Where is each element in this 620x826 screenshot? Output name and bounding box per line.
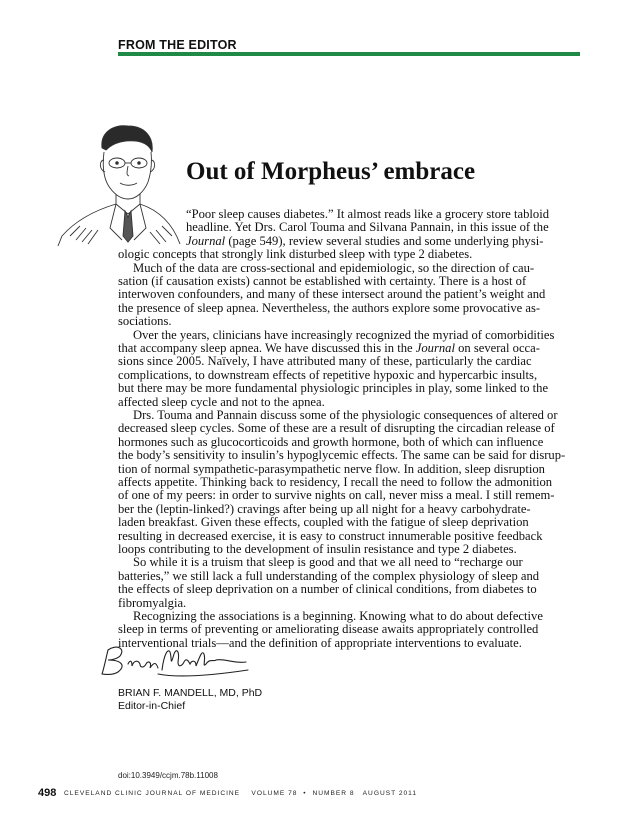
- body-line: interventional trials—and the definition of appropriate interventions to evaluate.: [118, 635, 522, 650]
- editor-signature: [98, 640, 253, 685]
- body-line: ologic concepts that strongly link disturbed sleep with type 2 diabetes.: [118, 247, 473, 262]
- body-line: batteries,” we still lack a full understanding of the complex physiology of sleep and: [118, 568, 540, 583]
- body-line: “Poor sleep causes diabetes.” It almost reads like a grocery store tabloid: [186, 207, 549, 221]
- author-name: BRIAN F. MANDELL, MD, PhD: [118, 687, 263, 699]
- body-line: the effects of sleep deprivation on a number of clinical conditions, from diabetes to: [118, 582, 537, 597]
- body-line: interwoven confounders, and many of these intersect around the patient’s weight and: [118, 287, 546, 302]
- author-role: Editor-in-Chief: [118, 699, 186, 712]
- body-line: tion of normal sympathetic-parasympathetic nerve flow. In addition, sleep disruption: [118, 461, 545, 476]
- footer-number: NUMBER 8: [312, 790, 355, 797]
- body-line: sociations.: [118, 314, 172, 329]
- body-line: of one of my peers: in order to survive nights on call, never miss a meal. I still remem-: [118, 488, 555, 503]
- body-line: the presence of sleep apnea. Nevertheless, the authors explore some provocative as-: [118, 300, 541, 315]
- article-title: Out of Morpheus’ embrace: [186, 158, 476, 185]
- body-line: affects appetite. Thinking back to residency, I recall the need to follow the admonition: [118, 475, 553, 489]
- body-line: Much of the data are cross-sectional and epidemiologic, so the direction of cau-: [133, 260, 535, 275]
- body-line: fibromyalgia.: [118, 595, 187, 610]
- body-line: So while it is a truism that sleep is good and that we all need to “recharge our: [133, 555, 523, 570]
- footer-date: AUGUST 2011: [362, 790, 418, 797]
- running-footer: [64, 790, 417, 797]
- body-line: Drs. Touma and Pannain discuss some of the physiologic consequences of altered or: [133, 408, 558, 422]
- footer-journal: CLEVELAND CLINIC JOURNAL OF MEDICINE: [64, 790, 241, 797]
- body-line: that accompany sleep apnea. We have discussed this in the Journal on several occa-: [118, 341, 540, 355]
- footer-separator: •: [303, 790, 307, 797]
- journal-italic: Journal: [415, 341, 455, 355]
- body-line: sleep in terms of preventing or ameliorating disease awaits appropriately controlled: [118, 622, 539, 637]
- section-label: FROM THE EDITOR: [118, 38, 237, 52]
- body-line: sation (if causation exists) cannot be established with certainty. There is a host of: [118, 274, 527, 288]
- doi: doi:10.3949/ccjm.78b.11008: [118, 771, 218, 780]
- footer-volume: VOLUME 78: [251, 790, 298, 797]
- body-line: laden breakfast. Given these effects, coupled with the fatigue of sleep deprivation: [118, 515, 529, 530]
- body-line: sions since 2005. Naïvely, I have attributed many of these, particularly the cardiac: [118, 354, 532, 369]
- body-line: Journal (page 549), review several studies and some underlying physi-: [186, 233, 544, 248]
- body-line: the body’s sensitivity to insulin’s hypoglycemic effects. The same can be said for disrup-: [118, 448, 566, 463]
- body-line: headline. Yet Drs. Carol Touma and Silvana Pannain, in this issue of the: [186, 220, 549, 235]
- body-line: Over the years, clinicians have increasingly recognized the myriad of comorbidities: [133, 327, 555, 342]
- journal-italic: Journal: [186, 233, 226, 248]
- body-line: hormones such as glucocorticoids and growth hormone, both of which can influence: [118, 434, 544, 449]
- author-portrait-sketch: [50, 118, 185, 248]
- body-line: Recognizing the associations is a beginning. Knowing what to do about defective: [133, 609, 543, 623]
- page-number: 498: [38, 787, 57, 799]
- body-line: but there may be more fundamental physiologic principles in play, some linked to the: [118, 381, 549, 396]
- body-line: resulting in decreased exercise, it is easy to construct innumerable positive feedback: [118, 528, 543, 543]
- body-line: affected sleep cycle and not to the apnea.: [118, 394, 325, 409]
- body-line: complications, to downstream effects of repetitive hypoxic and hypercarbic insults,: [118, 367, 538, 382]
- body-line: ber the (leptin-linked?) cravings after being up all night for a heavy carbohydrate-: [118, 501, 531, 516]
- body-line: loops contributing to the development of insulin resistance and type 2 diabetes.: [118, 542, 517, 556]
- body-line: decreased sleep cycles. Some of these are a result of disrupting the circadian release of: [118, 421, 555, 436]
- section-rule: [118, 52, 580, 56]
- author-block: [118, 687, 262, 712]
